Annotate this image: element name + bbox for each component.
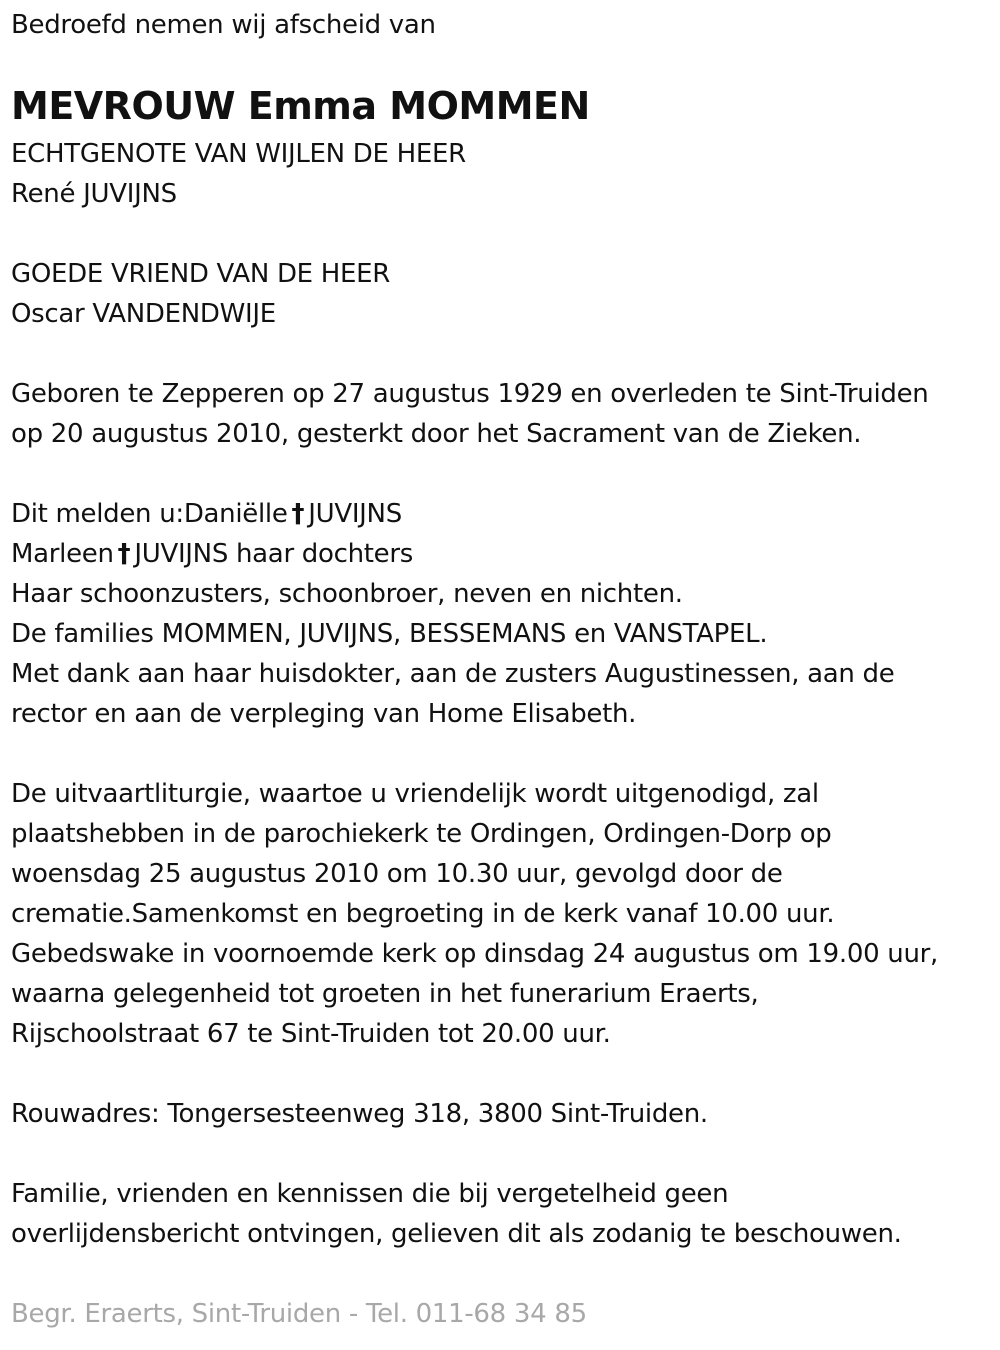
spouse-section [11,134,466,214]
announcer-prefix: Marleen [11,539,114,569]
cross-icon: † [291,499,305,529]
note-section [11,1174,902,1254]
announcers-section [11,494,894,734]
funeral-line: woensdag 25 augustus 2010 om 10.30 uur, gevolgd door de [11,859,783,889]
address-section [11,1094,708,1134]
funeral-line: Rijschoolstraat 67 te Sint-Truiden tot 20.00 uur. [11,1019,611,1049]
friend-section [11,254,390,334]
mourning-address: Rouwadres: Tongersesteenweg 318, 3800 Sint-Truiden. [11,1099,708,1129]
announcer-line: De families MOMMEN, JUVIJNS, BESSEMANS en VANSTAPEL. [11,619,768,649]
funeral-line: plaatshebben in de parochiekerk te Ordingen, Ordingen-Dorp op [11,819,832,849]
intro-text: Bedroefd nemen wij afscheid van [11,10,436,40]
announcer-line: rector en aan de verpleging van Home Elisabeth. [11,699,637,729]
funeral-line: Gebedswake in voornoemde kerk op dinsdag 24 augustus om 19.00 uur, [11,939,939,969]
announcer-suffix: JUVIJNS [308,499,402,529]
deceased-name: MEVROUW Emma MOMMEN [11,84,590,128]
note-line: Familie, vrienden en kennissen die bij vergetelheid geen [11,1179,729,1209]
funeral-line: waarna gelegenheid tot groeten in het funerarium Eraerts, [11,979,759,1009]
announcer-line [11,534,894,574]
birth-death-line: op 20 augustus 2010, gesterkt door het Sacrament van de Zieken. [11,419,862,449]
spouse-name: René JUVIJNS [11,179,177,209]
cross-icon: † [117,539,131,569]
funeral-line: De uitvaartliturgie, waartoe u vriendelijk wordt uitgenodigd, zal [11,779,819,809]
funeral-section [11,774,938,1054]
birth-death-section [11,374,928,454]
announcer-line: Haar schoonzusters, schoonbroer, neven en nichten. [11,579,683,609]
friend-title: GOEDE VRIEND VAN DE HEER [11,259,391,289]
funeral-line: crematie.Samenkomst en begroeting in de kerk vanaf 10.00 uur. [11,899,835,929]
announcer-line: Met dank aan haar huisdokter, aan de zusters Augustinessen, aan de [11,659,895,689]
note-line: overlijdensbericht ontvingen, gelieven dit als zodanig te beschouwen. [11,1219,902,1249]
announcer-prefix: Dit melden u:Daniëlle [11,499,288,529]
spouse-title: ECHTGENOTE VAN WIJLEN DE HEER [11,139,466,169]
friend-name: Oscar VANDENDWIJE [11,299,276,329]
funeral-home-footer: Begr. Eraerts, Sint-Truiden - Tel. 011-68 34 85 [11,1299,587,1329]
announcer-suffix: JUVIJNS haar dochters [134,539,414,569]
announcer-line [11,494,894,534]
birth-death-line: Geboren te Zepperen op 27 augustus 1929 en overleden te Sint-Truiden [11,379,929,409]
